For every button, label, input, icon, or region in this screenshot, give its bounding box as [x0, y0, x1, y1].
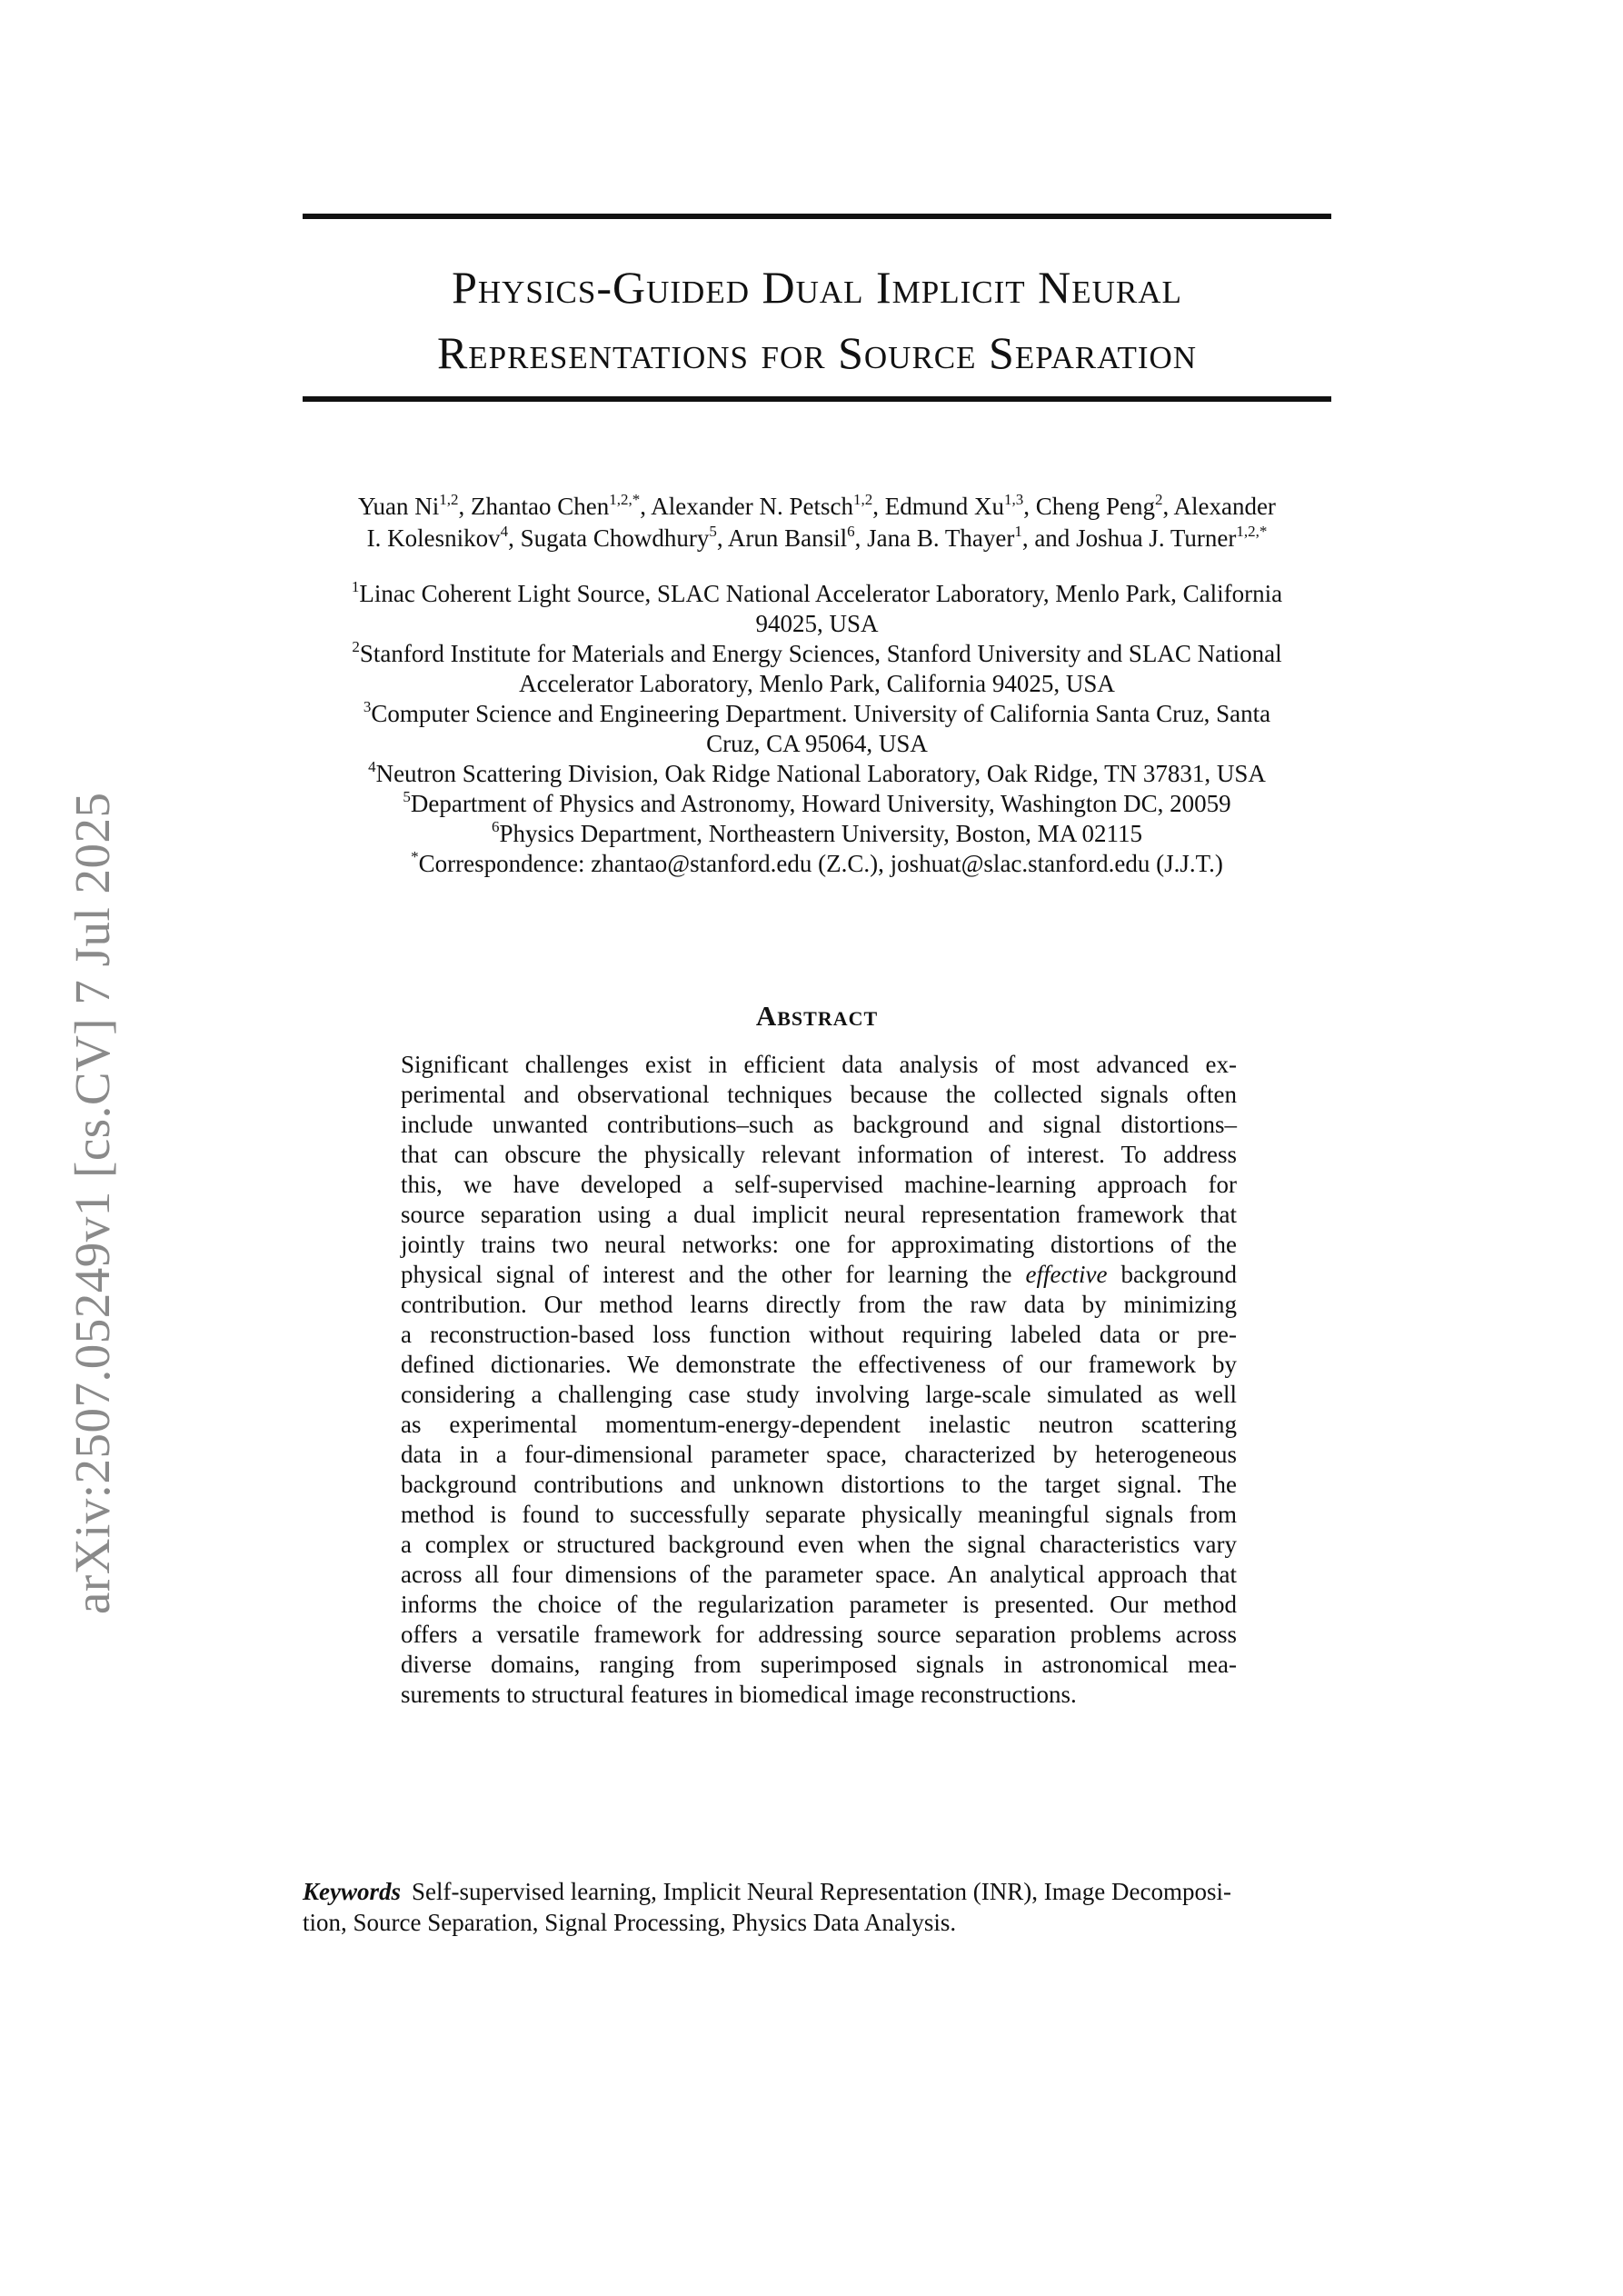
- abstract-line: as experimental momentum-energy-dependent inelastic neutron scattering: [401, 1411, 1237, 1438]
- author-name: Jana B. Thayer: [867, 524, 1015, 552]
- abstract-line: a complex or structured background even when the signal characteristics vary: [401, 1531, 1237, 1558]
- correspondence: *Correspondence: zhantao@stanford.edu (Z.C.), joshuat@slac.stanford.edu (J.J.T.): [411, 848, 1223, 877]
- keywords-line-2: tion, Source Separation, Signal Processing, Physics Data Analysis.: [303, 1909, 957, 1936]
- abstract-line: source separation using a dual implicit neural representation framework that: [401, 1201, 1237, 1228]
- paper-title: [303, 255, 1331, 385]
- author-affiliation-marker: 1: [1014, 523, 1022, 540]
- abstract-emphasis: effective: [1025, 1261, 1108, 1288]
- keywords-line-1: Keywords Self-supervised learning, Implicit Neural Representation (INR), Image Decomposi-: [303, 1878, 1231, 1905]
- author-name: Cheng Peng: [1035, 493, 1155, 520]
- keywords-section: [303, 1876, 1331, 1938]
- arxiv-identifier-stamp: arXiv:2507.05249v1 [cs.CV] 7 Jul 2025: [65, 792, 120, 1614]
- title-rule-bottom: [303, 396, 1331, 402]
- author-name: Sugata Chowdhury: [520, 524, 710, 552]
- author-line-2: I. Kolesnikov$^4$, Sugata Chowdhury$^5$, Arun Bansil$^6$, Jana B. Thayer$^1$, and Joshua J. Turner$^{1,2,*}$: [366, 523, 1268, 552]
- author-affiliation-marker: 4: [500, 523, 509, 540]
- affiliation-2-cont: Accelerator Laboratory, Menlo Park, California 94025, USA: [519, 670, 1115, 697]
- abstract-line: method is found to successfully separate physically meaningful signals from: [401, 1501, 1237, 1528]
- author-name: Alexander N. Petsch: [651, 493, 853, 520]
- author-affiliation-marker: 1,2: [852, 491, 873, 508]
- author-name: Arun Bansil: [727, 524, 848, 552]
- author-name: Yuan Ni: [358, 493, 440, 520]
- title-rule-top: [303, 214, 1331, 219]
- author-list: [303, 491, 1331, 554]
- author-name: Joshua J. Turner: [1076, 524, 1237, 552]
- abstract-line: jointly trains two neural networks: one for approximating distortions of the: [401, 1231, 1237, 1258]
- abstract-line: considering a challenging case study involving large-scale simulated as well: [401, 1381, 1237, 1408]
- author-name-part-2: I. Kolesnikov: [366, 524, 501, 552]
- abstract-line: data in a four-dimensional parameter space, characterized by heterogeneous: [401, 1441, 1237, 1468]
- author-affiliation-marker: 5: [709, 523, 717, 540]
- affiliation-1: $^1$Linac Coherent Light Source, SLAC National Accelerator Laboratory, Menlo Park, California: [351, 578, 1283, 607]
- abstract-body: [401, 1050, 1237, 1710]
- abstract-line: that can obscure the physically relevant information of interest. To address: [401, 1141, 1237, 1168]
- author-affiliation-marker: 6: [847, 523, 855, 540]
- affiliation-list: [303, 579, 1331, 879]
- author-affiliation-marker: 1,2,*: [1236, 523, 1268, 540]
- affiliation-3: $^3$Computer Science and Engineering Department. University of California Santa Cruz, Santa: [363, 698, 1271, 727]
- affiliation-5: $^5$Department of Physics and Astronomy, Howard University, Washington DC, 20059: [403, 788, 1231, 817]
- affiliation-1-cont: 94025, USA: [755, 610, 879, 637]
- abstract-line: physical signal of interest and the other for learning the effective background: [401, 1261, 1237, 1288]
- abstract-line: background contributions and unknown distortions to the target signal. The: [401, 1471, 1237, 1498]
- abstract-line: surements to structural features in biomedical image reconstructions.: [401, 1681, 1077, 1708]
- abstract-heading: Abstract: [755, 1000, 879, 1032]
- keywords-label: Keywords: [303, 1878, 401, 1905]
- author-line-1: Yuan Ni$^{1,2}$, Zhantao Chen$^{1,2,*}$, Alexander N. Petsch$^{1,2}$, Edmund Xu$^{1,3}$, Cheng Peng$^2$, Alexander: [358, 491, 1276, 520]
- affiliation-6: $^6$Physics Department, Northeastern University, Boston, MA 02115: [492, 818, 1142, 847]
- title-line-1: Physics-Guided Dual Implicit Neural: [452, 262, 1182, 313]
- abstract-line: this, we have developed a self-supervised machine-learning approach for: [401, 1171, 1237, 1198]
- author-affiliation-marker: 1,2,*: [609, 491, 641, 508]
- abstract-line: perimental and observational techniques because the collected signals often: [401, 1081, 1237, 1108]
- abstract-line: Significant challenges exist in efficient data analysis of most advanced ex-: [401, 1051, 1237, 1078]
- author-affiliation-marker: 1,2: [439, 491, 459, 508]
- author-affiliation-marker: 2: [1154, 491, 1163, 508]
- abstract-line: defined dictionaries. We demonstrate the effectiveness of our framework by: [401, 1351, 1237, 1378]
- affiliation-2: $^2$Stanford Institute for Materials and Energy Sciences, Stanford University and SLAC National: [352, 638, 1282, 667]
- abstract-line: a reconstruction-based loss function without requiring labeled data or pre-: [401, 1321, 1237, 1348]
- abstract-line: across all four dimensions of the parameter space. An analytical approach that: [401, 1561, 1237, 1588]
- author-affiliation-marker: 1,3: [1003, 491, 1024, 508]
- abstract-line: diverse domains, ranging from superimposed signals in astronomical mea-: [401, 1651, 1237, 1678]
- author-name-part-1: Alexander: [1173, 493, 1276, 520]
- affiliation-3-cont: Cruz, CA 95064, USA: [706, 730, 928, 757]
- author-name: Zhantao Chen: [471, 493, 610, 520]
- abstract-line: offers a versatile framework for addressing source separation problems across: [401, 1621, 1237, 1648]
- abstract-line: contribution. Our method learns directly from the raw data by minimizing: [401, 1291, 1237, 1318]
- abstract-line: include unwanted contributions–such as background and signal distortions–: [401, 1111, 1237, 1138]
- affiliation-4: $^4$Neutron Scattering Division, Oak Ridge National Laboratory, Oak Ridge, TN 37831, USA: [368, 758, 1266, 787]
- abstract-line: informs the choice of the regularization parameter is presented. Our method: [401, 1591, 1237, 1618]
- author-name: Edmund Xu: [884, 493, 1004, 520]
- title-line-2: Representations for Source Separation: [436, 327, 1198, 378]
- affiliation-1-part-1: Linac Coherent Light Source, SLAC National Accelerator Laboratory, Menlo Park, California: [359, 580, 1283, 607]
